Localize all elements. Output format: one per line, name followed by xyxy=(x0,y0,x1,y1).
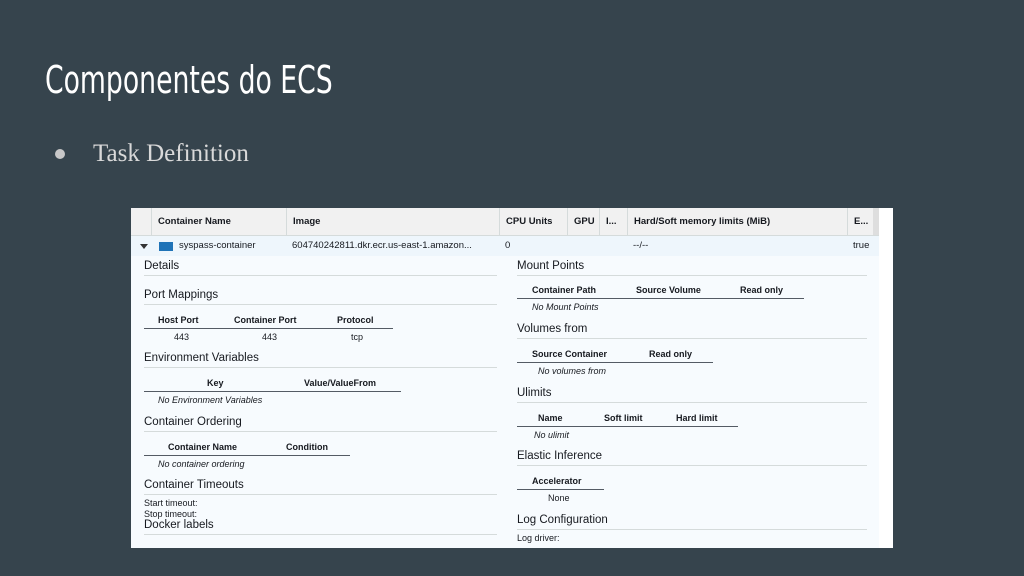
mount-header-source-volume: Source Volume xyxy=(636,285,701,295)
table-rule xyxy=(517,362,713,363)
port-value-container-port: 443 xyxy=(262,332,278,342)
column-header-image[interactable]: Image xyxy=(286,208,499,235)
bullet-text: Task Definition xyxy=(93,140,249,167)
column-header-container-name[interactable]: Container Name xyxy=(151,208,286,235)
slide-title: Componentes do ECS xyxy=(45,58,333,102)
ulimit-empty-message: No ulimit xyxy=(534,430,570,440)
start-timeout-label: Start timeout: xyxy=(144,498,198,508)
port-value-host-port: 443 xyxy=(174,332,190,342)
ordering-empty-message: No container ordering xyxy=(158,459,245,469)
column-header-i[interactable]: I... xyxy=(599,208,627,235)
section-rule xyxy=(517,338,867,339)
table-rule xyxy=(144,328,393,329)
section-title-elastic-inference: Elastic Inference xyxy=(517,450,603,462)
section-title-port-mappings: Port Mappings xyxy=(144,289,219,301)
section-title-docker-labels: Docker labels xyxy=(144,519,214,531)
cell-cpu-units: 0 xyxy=(505,240,511,251)
port-value-protocol: tcp xyxy=(351,332,364,342)
table-header xyxy=(131,208,879,236)
inference-header-accelerator: Accelerator xyxy=(532,476,582,486)
table-rule xyxy=(517,298,804,299)
column-header-memory-limits[interactable]: Hard/Soft memory limits (MiB) xyxy=(627,208,847,235)
cell-image: 604740242811.dkr.ecr.us-east-1.amazon... xyxy=(292,240,472,251)
table-row[interactable] xyxy=(131,236,879,256)
section-rule xyxy=(144,494,497,495)
volumes-header-read-only: Read only xyxy=(649,349,693,359)
section-rule xyxy=(144,304,497,305)
section-title-ulimits: Ulimits xyxy=(517,387,552,399)
expand-caret-icon[interactable] xyxy=(140,244,148,249)
table-rule xyxy=(144,391,401,392)
table-rule xyxy=(144,455,350,456)
table-rule xyxy=(517,489,604,490)
section-rule xyxy=(144,367,497,368)
inference-value: None xyxy=(548,493,570,503)
section-rule xyxy=(144,431,497,432)
section-rule xyxy=(517,529,867,530)
mount-empty-message: No Mount Points xyxy=(532,302,599,312)
port-header-container-port: Container Port xyxy=(234,315,297,325)
section-rule xyxy=(517,402,867,403)
section-title-ordering: Container Ordering xyxy=(144,416,242,428)
ordering-header-container-name: Container Name xyxy=(168,442,238,452)
port-header-host-port: Host Port xyxy=(158,315,199,325)
stop-timeout-label: Stop timeout: xyxy=(144,509,198,519)
mount-header-read-only: Read only xyxy=(740,285,784,295)
env-header-key: Key xyxy=(207,378,224,388)
log-driver-label: Log driver: xyxy=(517,533,560,543)
column-header-e[interactable]: E... xyxy=(847,208,879,235)
bullet-dot-icon xyxy=(55,149,65,159)
bullet-item xyxy=(55,140,249,168)
ordering-header-condition: Condition xyxy=(286,442,328,452)
section-rule xyxy=(144,275,497,276)
volumes-empty-message: No volumes from xyxy=(538,366,607,376)
column-header-cpu-units[interactable]: CPU Units xyxy=(499,208,567,235)
env-empty-message: No Environment Variables xyxy=(158,395,263,405)
section-title-details: Details xyxy=(144,260,180,272)
container-detail-pane xyxy=(131,256,879,548)
container-definitions-panel xyxy=(131,208,893,548)
volumes-header-source-container: Source Container xyxy=(532,349,608,359)
container-icon xyxy=(159,242,173,251)
port-header-protocol: Protocol xyxy=(337,315,374,325)
vertical-scrollbar[interactable] xyxy=(879,256,893,548)
ulimit-header-soft-limit: Soft limit xyxy=(604,413,643,423)
mount-header-container-path: Container Path xyxy=(532,285,597,295)
table-rule xyxy=(517,426,738,427)
section-title-log-configuration: Log Configuration xyxy=(517,514,608,526)
section-rule xyxy=(517,275,867,276)
section-rule xyxy=(517,465,867,466)
horizontal-scrollbar[interactable] xyxy=(873,208,879,235)
ulimit-header-hard-limit: Hard limit xyxy=(676,413,718,423)
column-header-gpu[interactable]: GPU xyxy=(567,208,599,235)
cell-container-name: syspass-container xyxy=(179,240,256,251)
env-header-value: Value/ValueFrom xyxy=(304,378,377,388)
cell-memory: --/-- xyxy=(633,240,649,251)
section-rule xyxy=(144,534,497,535)
section-title-environment: Environment Variables xyxy=(144,352,259,364)
section-title-mount-points: Mount Points xyxy=(517,260,585,272)
cell-e: true xyxy=(853,240,870,251)
ulimit-header-name: Name xyxy=(538,413,563,423)
section-title-volumes-from: Volumes from xyxy=(517,323,588,335)
section-title-timeouts: Container Timeouts xyxy=(144,479,244,491)
